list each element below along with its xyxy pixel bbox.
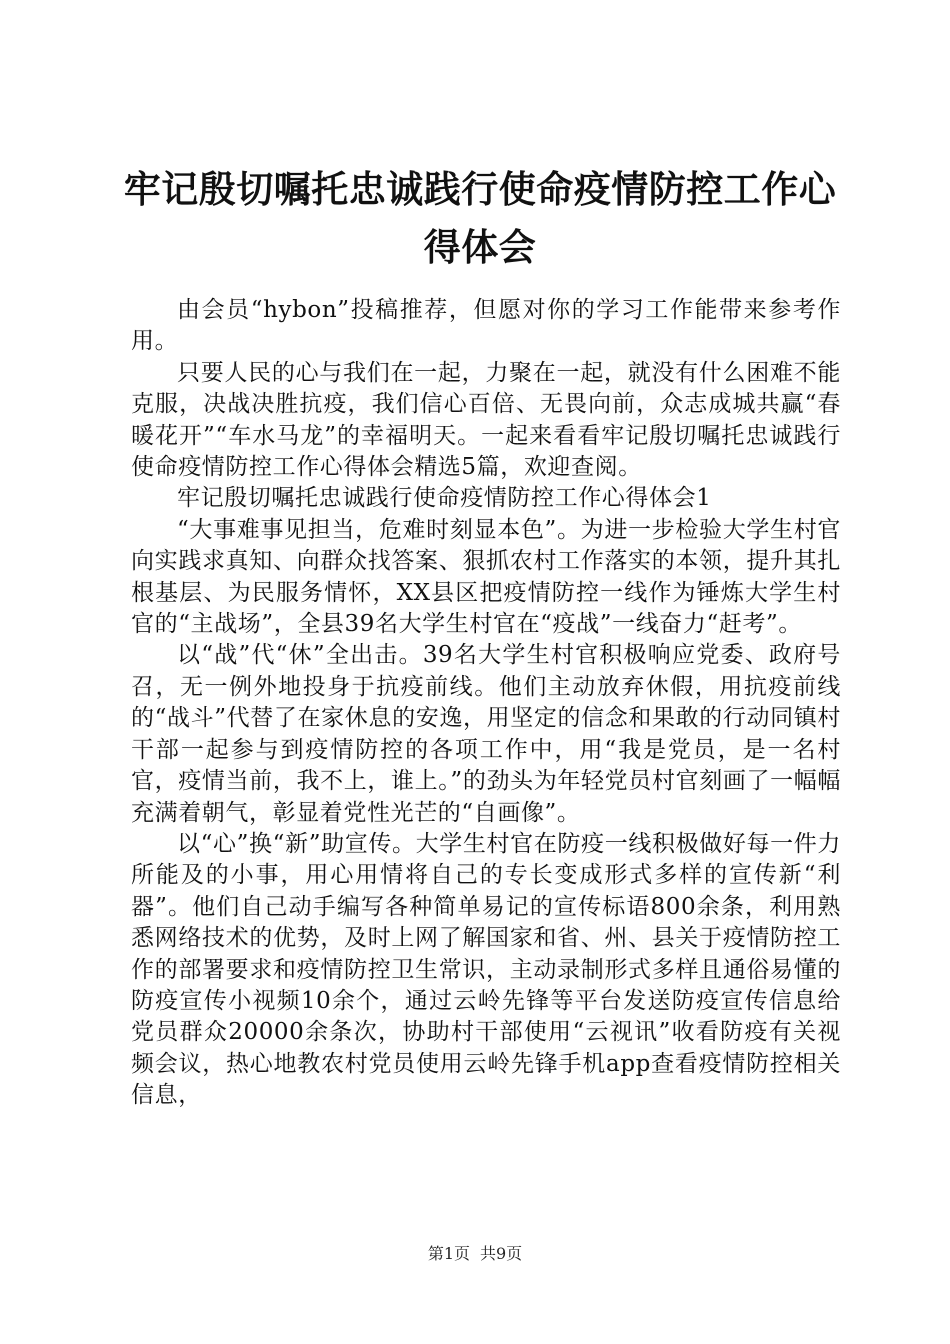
- page-footer: [0, 1243, 950, 1265]
- intro-paragraph: 由会员“hybon”投稿推荐，但愿对你的学习工作能带来参考作用。: [131, 297, 841, 355]
- document-title: 牢记殷切嘱托忠诚践行使命疫情防控工作心得体会: [123, 167, 837, 269]
- document-body: [131, 295, 841, 1112]
- body-paragraph-3: 以“心”换“新”助宣传。大学生村官在防疫一线积极做好每一件力所能及的小事，用心用情将自己的专长变成形式多样的宣传新“利器”。他们自己动手编写各种简单易记的宣传标语800余条，利用熟悉网络技术的优势，及时上网了解国家和省、州、县关于疫情防控工作的部署要求和疫情防控卫生常识，主动录制形式多样且通俗易懂的防疫宣传小视频10余个，通过云岭先锋等平台发送防疫宣传信息给党员群众20000余条次，协助村干部使用“云视讯”收看防疫有关视频会议，热心地教农村党员使用云岭先锋手机app查看疫情防控相关信息，: [131, 830, 841, 1109]
- body-paragraph-1: “大事难事见担当，危难时刻显本色”。为进一步检验大学生村官向实践求真知、向群众找答案、狠抓农村工作落实的本领，提升其扎根基层、为民服务情怀，XX县区把疫情防控一线作为锤炼大学生村官的“主战场”，全县39名大学生村官在“疫战”一线奋力“赶考”。: [131, 516, 841, 638]
- body-paragraph-2: 以“战”代“休”全出击。39名大学生村官积极响应党委、政府号召，无一例外地投身于抗疫前线。他们主动放弃休假，用抗疫前线的“战斗”代替了在家休息的安逸，用坚定的信念和果敢的行动同镇村干部一起参与到疫情防控的各项工作中，用“我是党员，是一名村官，疫情当前，我不上，谁上。”的劲头为年轻党员村官刻画了一幅幅充满着朝气，彰显着党性光芒的“自画像”。: [131, 642, 841, 826]
- page-total: 共9页: [480, 1244, 523, 1263]
- section-heading: 牢记殷切嘱托忠诚践行使命疫情防控工作心得体会1: [177, 485, 712, 512]
- summary-paragraph: 只要人民的心与我们在一起，力聚在一起，就没有什么困难不能克服，决战决胜抗疫，我们信心百倍、无畏向前，众志成城共赢“春暖花开”“车水马龙”的幸福明天。一起来看看牢记殷切嘱托忠诚践行使命疫情防控工作心得体会精选5篇，欢迎查阅。: [131, 359, 841, 481]
- page-number: 第1页: [427, 1244, 470, 1263]
